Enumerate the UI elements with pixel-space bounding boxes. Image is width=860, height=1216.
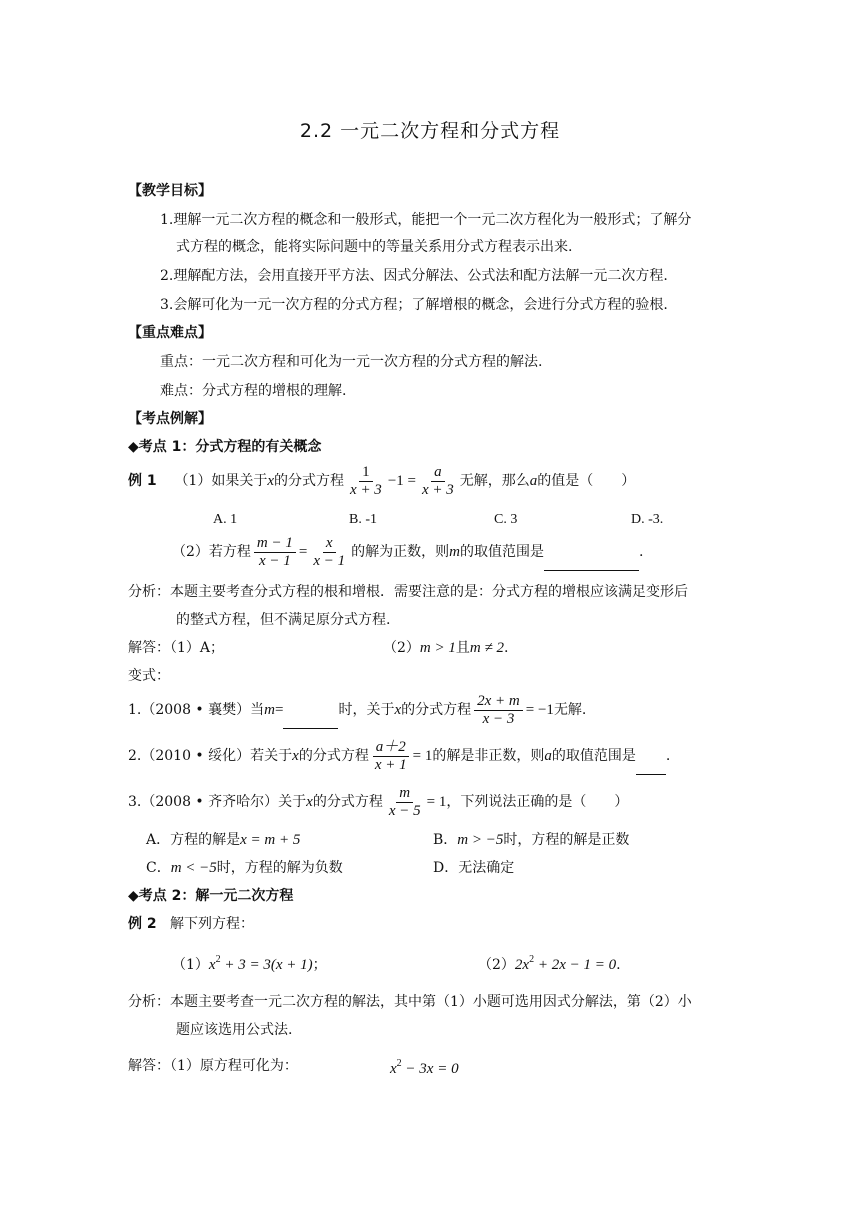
example-2-prompt: 例 2 解下列方程： xyxy=(128,916,254,932)
goals-header: 【教学目标】 xyxy=(128,183,212,199)
option-c: C. 3 xyxy=(494,512,518,527)
example-2-problem-2: $(2)2x^2 + 2x - 1 = 0$. xyxy=(478,954,621,973)
variant-3-option-b: B．m > −5时，方程的解是正数 xyxy=(433,832,630,848)
fraction: $\frac{a}{x + 3}$ xyxy=(421,463,454,498)
variants-label: 变式： xyxy=(128,668,170,684)
goal-2: 2.理解配方法，会用直接开平方法、因式分解法、公式法和配方法解一元二次方程. xyxy=(160,268,668,284)
fraction: $\frac{m}{x - 5}$ xyxy=(388,784,421,819)
example-2-analysis-line-2: 题应该选用公式法. xyxy=(176,1022,293,1038)
example-2-answer-label: 解答：（1）原方程可化为： xyxy=(128,1058,298,1074)
goal-3: 3.会解可化为一元一次方程的分式方程；了解增根的概念，会进行分式方程的验根. xyxy=(160,297,668,313)
page-title: 2.2 一元二次方程和分式方程 xyxy=(299,120,561,142)
option-b: B. -1 xyxy=(349,512,377,527)
difficulty-header: 【重点难点】 xyxy=(128,325,212,341)
example-1-q1: 例 1 （1）如果关于x的分式方程 $\frac{1}{x + 3}$ −1 = $\frac{a}{x + 3}$ 无解，那么a的值是（ ） xyxy=(128,463,636,498)
goal-1-line-1: 1.理解一元二次方程的概念和一般形式，能把一个一元二次方程化为一般形式；了解分 xyxy=(160,212,692,228)
example-1-answer-1: 解答：（1）A； xyxy=(128,640,225,656)
example-2-label: 例 2 xyxy=(128,916,157,932)
fraction: $\frac{2x + m}{x - 3}$ xyxy=(474,693,523,728)
variant-3-option-c: C．m < −5时，方程的解为负数 xyxy=(146,860,343,876)
example-2-answer-equation: $x^2 - 3x = 0$ xyxy=(390,1058,459,1077)
variant-3: 3.（2008 • 齐齐哈尔）关于x的分式方程 $\frac{m}{x - 5}$ = 1，下列说法正确的是（ ） xyxy=(128,784,629,819)
variant-1: 1.（2008 • 襄樊）当m= 时，关于x的分式方程 $\frac{2x + m}{x - 3}$ = −1无解. xyxy=(128,692,586,729)
fraction: $\frac{1}{x + 3}$ xyxy=(350,463,382,498)
fraction: $\frac{m - 1}{x - 1}$ xyxy=(254,535,296,570)
key-point: 重点：一元二次方程和可化为一元一次方程的分式方程的解法. xyxy=(160,354,543,370)
examples-header: 【考点例解】 xyxy=(128,411,212,427)
example-2-analysis-line-1: 分析：本题主要考查一元二次方程的解法，其中第（1）小题可选用因式分解法，第（2）小 xyxy=(128,994,692,1010)
example-1-q2: （2）若方程 $\frac{m - 1}{x - 1}$ = $\frac{x}{x - 1}$ 的解为正数，则m的取值范围是 . xyxy=(172,534,643,571)
example-1-label: 例 1 xyxy=(128,473,157,489)
example-1-analysis-line-2: 的整式方程，但不满足原分式方程. xyxy=(176,612,391,628)
example-1-analysis-line-1: 分析：本题主要考查分式方程的根和增根．需要注意的是：分式方程的增根应该满足变形后 xyxy=(128,584,688,600)
variant-3-option-a: A．方程的解是x = m + 5 xyxy=(146,832,301,848)
answer-blank xyxy=(544,534,639,571)
hard-point: 难点：分式方程的增根的理解. xyxy=(160,383,347,399)
variant-2: 2.（2010 • 绥化）若关于x的分式方程 $\frac{a+2}{x + 1}$ = 1的解是非正数，则a的取值范围是 . xyxy=(128,738,670,775)
option-d: D. -3. xyxy=(631,512,664,527)
variant-3-option-d: D．无法确定 xyxy=(433,860,515,876)
fraction: $\frac{x}{x - 1}$ xyxy=(313,534,346,569)
point-1-header: ◆考点 1：分式方程的有关概念 xyxy=(128,439,322,455)
answer-blank xyxy=(283,692,338,729)
option-a: A. 1 xyxy=(213,512,238,527)
answer-blank xyxy=(636,738,666,775)
goal-1-line-2: 式方程的概念，能将实际问题中的等量关系用分式方程表示出来. xyxy=(176,239,573,255)
example-1-answer-2: （2）m > 1且m ≠ 2. xyxy=(383,640,509,656)
fraction: $\frac{a+2}{x + 1}$ xyxy=(372,739,410,774)
point-2-header: ◆考点 2：解一元二次方程 xyxy=(128,888,294,904)
example-2-problem-1: $(1)x^2 + 3 = 3(x + 1)$； xyxy=(172,954,327,973)
